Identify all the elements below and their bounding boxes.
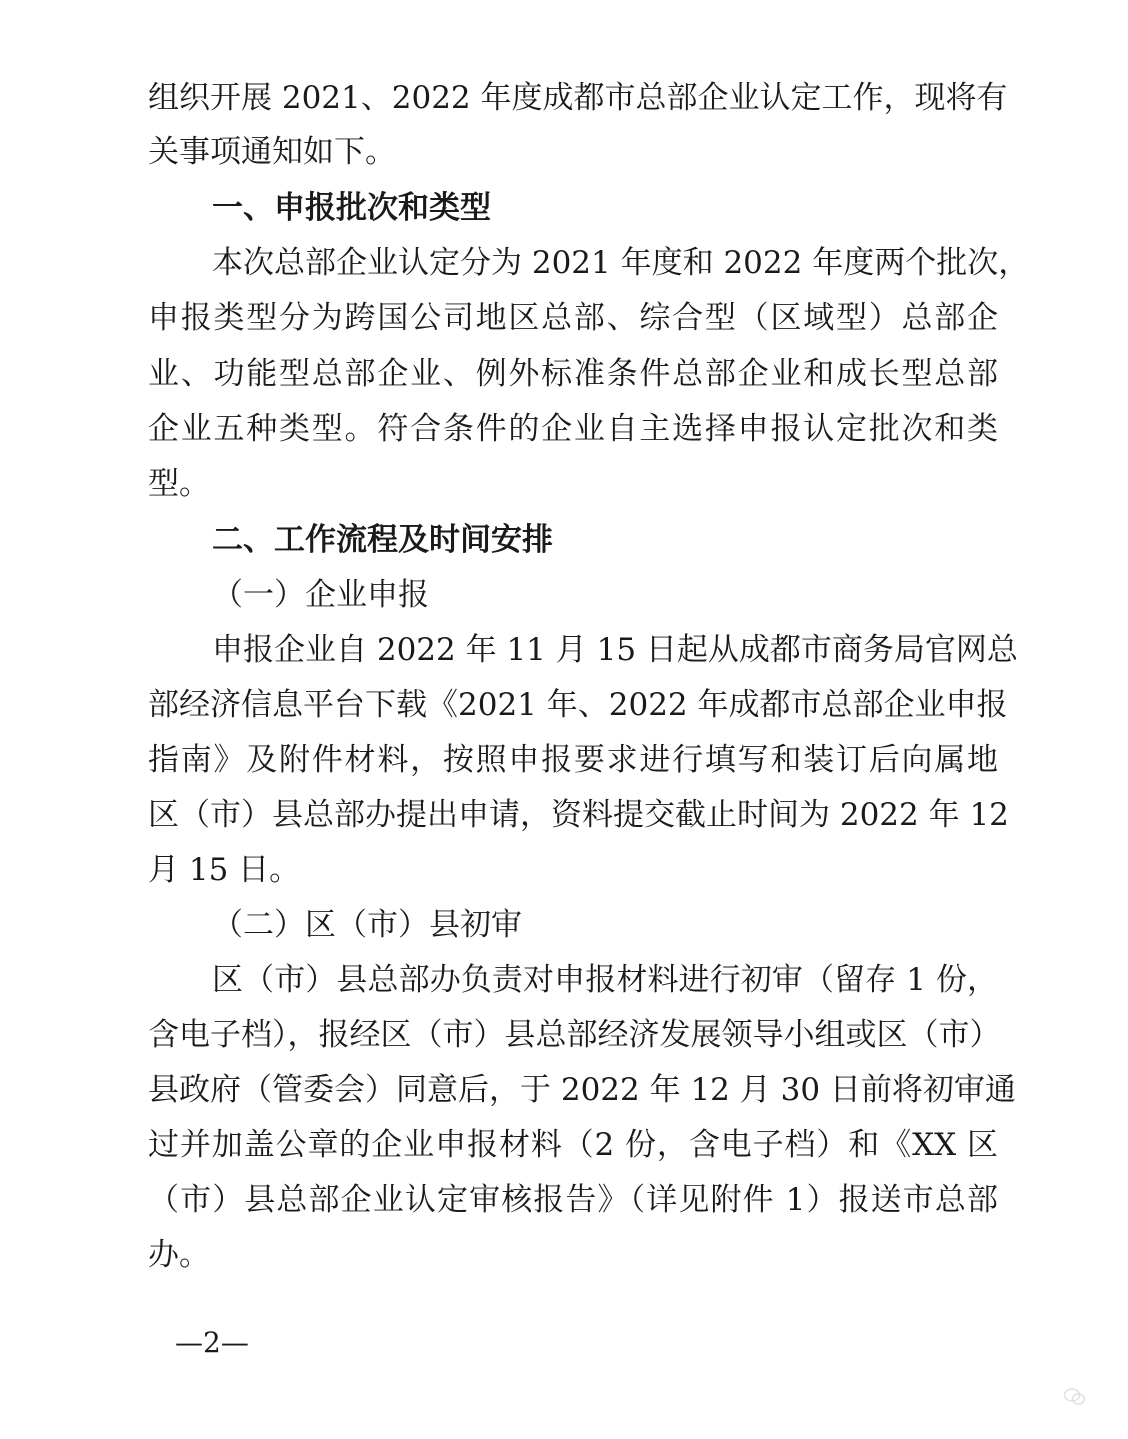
body-line: 组织开展 2021、2022 年度成都市总部企业认定工作，现将有 bbox=[148, 80, 1008, 116]
body-line: 企业五种类型。符合条件的企业自主选择申报认定批次和类 bbox=[148, 411, 998, 447]
body-line: 型。 bbox=[148, 466, 210, 502]
subsection-heading: （二）区（市）县初审 bbox=[212, 907, 522, 943]
body-line: 办。 bbox=[148, 1237, 210, 1273]
body-line: 过并加盖公章的企业申报材料（2 份，含电子档）和《XX 区 bbox=[148, 1127, 998, 1163]
body-line: 区（市）县总部办负责对申报材料进行初审（留存 1 份， bbox=[212, 962, 998, 998]
body-line: 部经济信息平台下载《2021 年、2022 年成都市总部企业申报 bbox=[148, 687, 1008, 723]
wechat-icon bbox=[1064, 1388, 1086, 1406]
page-number: —2— bbox=[175, 1326, 249, 1359]
body-line: 月 15 日。 bbox=[148, 852, 301, 888]
section-heading: 二、工作流程及时间安排 bbox=[212, 522, 553, 558]
body-line: 区（市）县总部办提出申请，资料提交截止时间为 2022 年 12 bbox=[148, 797, 1009, 833]
body-line: 业、功能型总部企业、例外标准条件总部企业和成长型总部 bbox=[148, 356, 998, 392]
body-line: （市）县总部企业认定审核报告》（详见附件 1）报送市总部 bbox=[148, 1182, 998, 1218]
body-line: 含电子档），报经区（市）县总部经济发展领导小组或区（市） bbox=[148, 1017, 1001, 1053]
body-line: 申报类型分为跨国公司地区总部、综合型（区域型）总部企 bbox=[148, 300, 998, 336]
body-line: 本次总部企业认定分为 2021 年度和 2022 年度两个批次， bbox=[212, 245, 1030, 281]
body-line: 关事项通知如下。 bbox=[148, 134, 396, 170]
body-line: 县政府（管委会）同意后，于 2022 年 12 月 30 日前将初审通 bbox=[148, 1072, 1016, 1108]
subsection-heading: （一）企业申报 bbox=[212, 577, 429, 613]
section-heading: 一、申报批次和类型 bbox=[212, 190, 491, 226]
body-line: 指南》及附件材料，按照申报要求进行填写和装订后向属地 bbox=[148, 742, 998, 778]
body-line: 申报企业自 2022 年 11 月 15 日起从成都市商务局官网总 bbox=[212, 632, 1018, 668]
watermark bbox=[1064, 1386, 1090, 1407]
